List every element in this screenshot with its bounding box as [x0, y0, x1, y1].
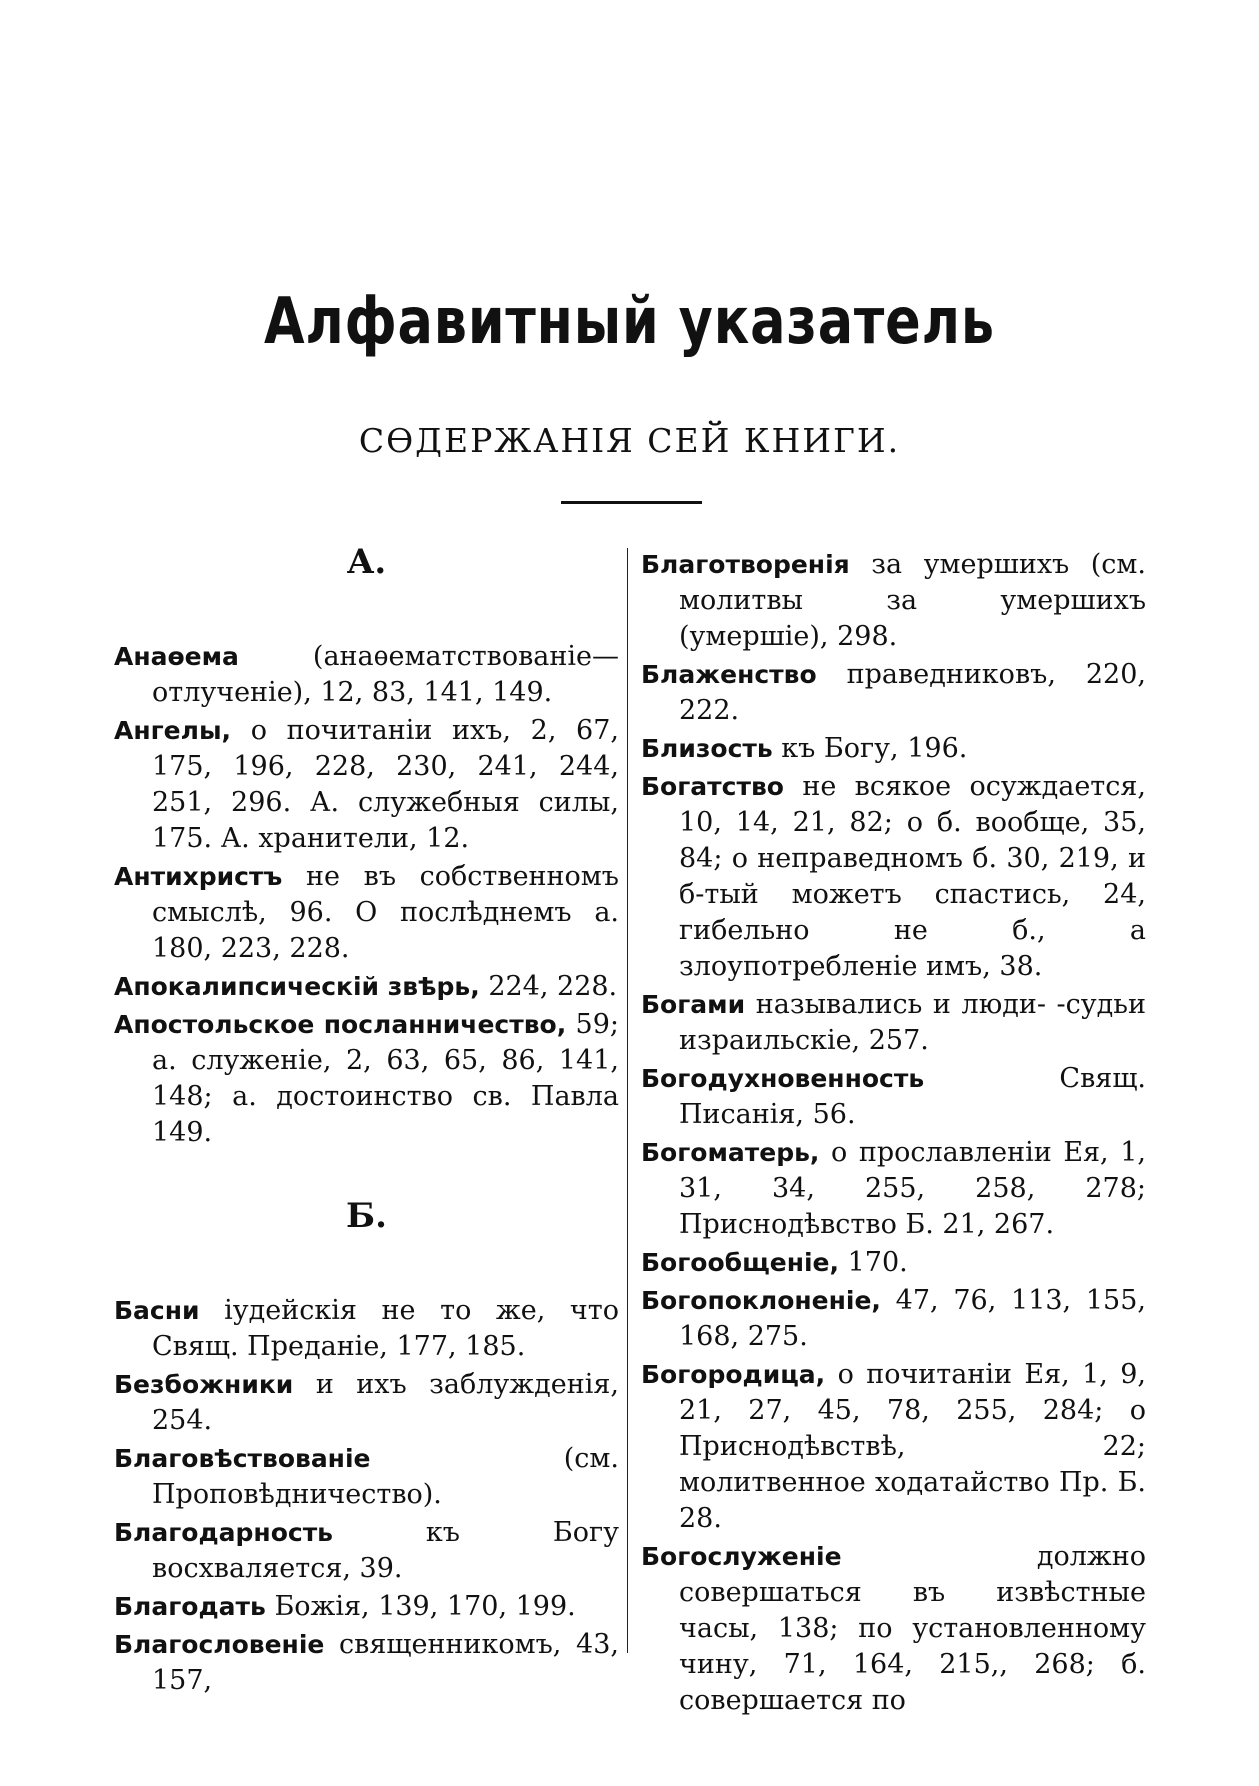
entry-text: о почитаніи Ея, 1, 9, 21, 27, 45, 78, 255, 284; о Приснодѣвствѣ, 22; молитвенное ходатайство Пр. Б. 28. — [679, 1359, 1146, 1534]
entry-text: назывались и люди- -судьи израильскіе, 257. — [679, 989, 1147, 1056]
section-b-entries — [114, 1293, 619, 1699]
entry-text: 59; а. служеніе, 2, 63, 65, 86, 141, 148; а. достоинство св. Павла 149. — [152, 1009, 619, 1148]
entry-text: за умершихъ (см. молитвы за умершихъ (умершіе), 298. — [679, 549, 1146, 652]
page-title: Алфавитный указатель — [263, 285, 995, 359]
entry-headword: Близость — [641, 734, 773, 763]
section-a-entries — [114, 639, 619, 1151]
index-entry — [114, 713, 619, 857]
entry-headword: Блаженство — [641, 660, 817, 689]
entry-text: къ Богу, 196. — [781, 733, 968, 764]
index-entry — [641, 731, 1146, 767]
index-entry — [114, 1367, 619, 1439]
entry-headword: Богодухновенность — [641, 1064, 925, 1093]
entry-text: не всякое осуждается, 10, 14, 21, 82; о б. вообще, 35, 84; о неправедномъ б. 30, 219, и б-тый можетъ спастись, 24, гибельно не б., а злоупотребленіе имъ, 38. — [679, 771, 1146, 982]
entry-text: (анаѳематствованіе—отлученіе), 12, 83, 141, 149. — [152, 641, 619, 708]
entry-headword: Благовѣствованіе — [114, 1444, 371, 1473]
entry-headword: Анаѳема — [114, 642, 239, 671]
entry-text: не въ собственномъ смыслѣ, 96. О послѣднемъ а. 180, 223, 228. — [152, 861, 619, 964]
right-column — [641, 547, 1146, 1721]
entry-headword: Благословеніе — [114, 1630, 325, 1659]
entry-headword: Благотворенія — [641, 550, 850, 579]
entry-text: о прославленіи Ея, 1, 31, 34, 255, 258, 278; Приснодѣвство Б. 21, 267. — [679, 1137, 1146, 1240]
index-entry — [641, 1539, 1146, 1719]
entry-headword: Безбожники — [114, 1370, 294, 1399]
page-subtitle: СѲДЕРЖАНІЯ СЕЙ КНИГИ. — [358, 421, 901, 460]
entry-headword: Богами — [641, 990, 746, 1019]
index-entry — [114, 1515, 619, 1587]
entry-headword: Антихристъ — [114, 862, 283, 891]
section-letter-a: А. — [346, 542, 387, 582]
entry-text: Свящ. Писанія, 56. — [679, 1063, 1146, 1130]
index-entry — [641, 1245, 1146, 1281]
index-entry — [114, 1293, 619, 1365]
entry-headword: Апостольское посланничество, — [114, 1010, 567, 1039]
index-entry — [114, 1007, 619, 1151]
index-entry — [114, 859, 619, 967]
entry-headword: Благодарность — [114, 1518, 333, 1547]
section-letter-b: Б. — [346, 1196, 387, 1236]
entry-text: іудейскія не то же, что Свящ. Преданіе, 177, 185. — [152, 1295, 619, 1362]
index-entry — [114, 639, 619, 711]
entry-text: къ Богу восхваляется, 39. — [152, 1517, 619, 1584]
entry-headword: Благодать — [114, 1592, 266, 1621]
entry-text: праведниковъ, 220, 222. — [679, 659, 1146, 726]
index-entry — [641, 1283, 1146, 1355]
index-entry — [114, 1627, 619, 1699]
left-column — [114, 542, 619, 1701]
entry-text: (см. Проповѣдничество). — [152, 1443, 619, 1510]
entry-text: и ихъ заблужденія, 254. — [152, 1369, 619, 1436]
entry-headword: Апокалипсическій звѣрь, — [114, 972, 480, 1001]
column-divider — [627, 548, 628, 1653]
entry-headword: Богопоклоненіе, — [641, 1286, 881, 1315]
index-entry — [641, 547, 1146, 655]
index-entry — [641, 657, 1146, 729]
index-entry — [114, 1589, 619, 1625]
entry-headword: Басни — [114, 1296, 200, 1325]
right-column-entries — [641, 547, 1146, 1719]
index-entry — [114, 1441, 619, 1513]
entry-headword: Богатство — [641, 772, 784, 801]
entry-headword: Богослуженіе — [641, 1542, 842, 1571]
entry-headword: Ангелы, — [114, 716, 232, 745]
index-entry — [641, 1135, 1146, 1243]
title-rule — [561, 501, 702, 504]
entry-headword: Богоматерь, — [641, 1138, 820, 1167]
entry-headword: Богообщеніе, — [641, 1248, 839, 1277]
entry-text: 170. — [847, 1247, 908, 1278]
index-entry — [114, 969, 619, 1005]
entry-text: должно совершаться въ извѣстные часы, 138; по установленному чину, 71, 164, 215,, 268; б. совершается по — [679, 1541, 1146, 1716]
entry-text: Божія, 139, 170, 199. — [274, 1591, 576, 1622]
entry-text: 47, 76, 113, 155, 168, 275. — [679, 1285, 1146, 1352]
entry-text: о почитаніи ихъ, 2, 67, 175, 196, 228, 230, 241, 244, 251, 296. А. служебныя силы, 175. А. хранители, 12. — [152, 715, 619, 854]
entry-headword: Богородица, — [641, 1360, 826, 1389]
index-entry — [641, 769, 1146, 985]
index-entry — [641, 987, 1146, 1059]
entry-text: священникомъ, 43, 157, — [152, 1629, 619, 1696]
index-entry — [641, 1061, 1146, 1133]
entry-text: 224, 228. — [488, 971, 618, 1002]
index-entry — [641, 1357, 1146, 1537]
